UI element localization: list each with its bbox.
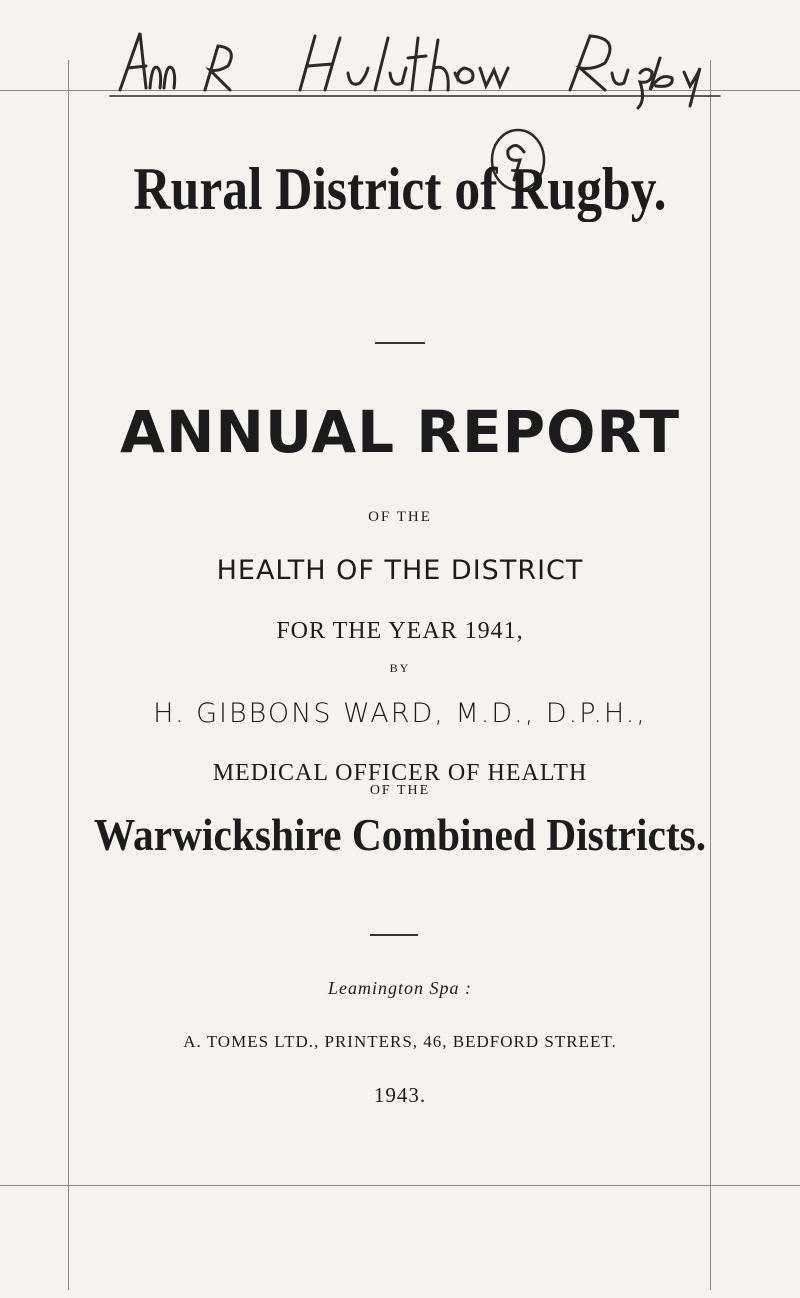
of-the-label: OF THE <box>368 509 432 525</box>
divider-short-bottom <box>370 934 418 936</box>
bottom-border-line <box>0 1185 800 1186</box>
report-year: FOR THE YEAR 1941, <box>276 618 524 644</box>
district-title: Rural District of Rugby. <box>133 156 667 222</box>
combined-districts: Warwickshire Combined Districts. <box>93 809 707 860</box>
author-role: MEDICAL OFFICER OF HEALTH <box>212 760 588 786</box>
author-name: H. GIBBONS WARD, M.D., D.P.H., <box>153 698 647 729</box>
publication-place: Leamington Spa : <box>328 978 472 998</box>
report-heading: ANNUAL REPORT <box>119 398 681 466</box>
report-subject: HEALTH OF THE DISTRICT <box>216 555 584 586</box>
publication-date: 1943. <box>373 1083 427 1107</box>
by-label: BY <box>389 661 411 675</box>
printer-line: A. TOMES LTD., PRINTERS, 46, BEDFORD STREET. <box>183 1032 617 1051</box>
of-the-label-2: OF THE <box>369 783 431 798</box>
divider-short-top <box>375 342 425 344</box>
